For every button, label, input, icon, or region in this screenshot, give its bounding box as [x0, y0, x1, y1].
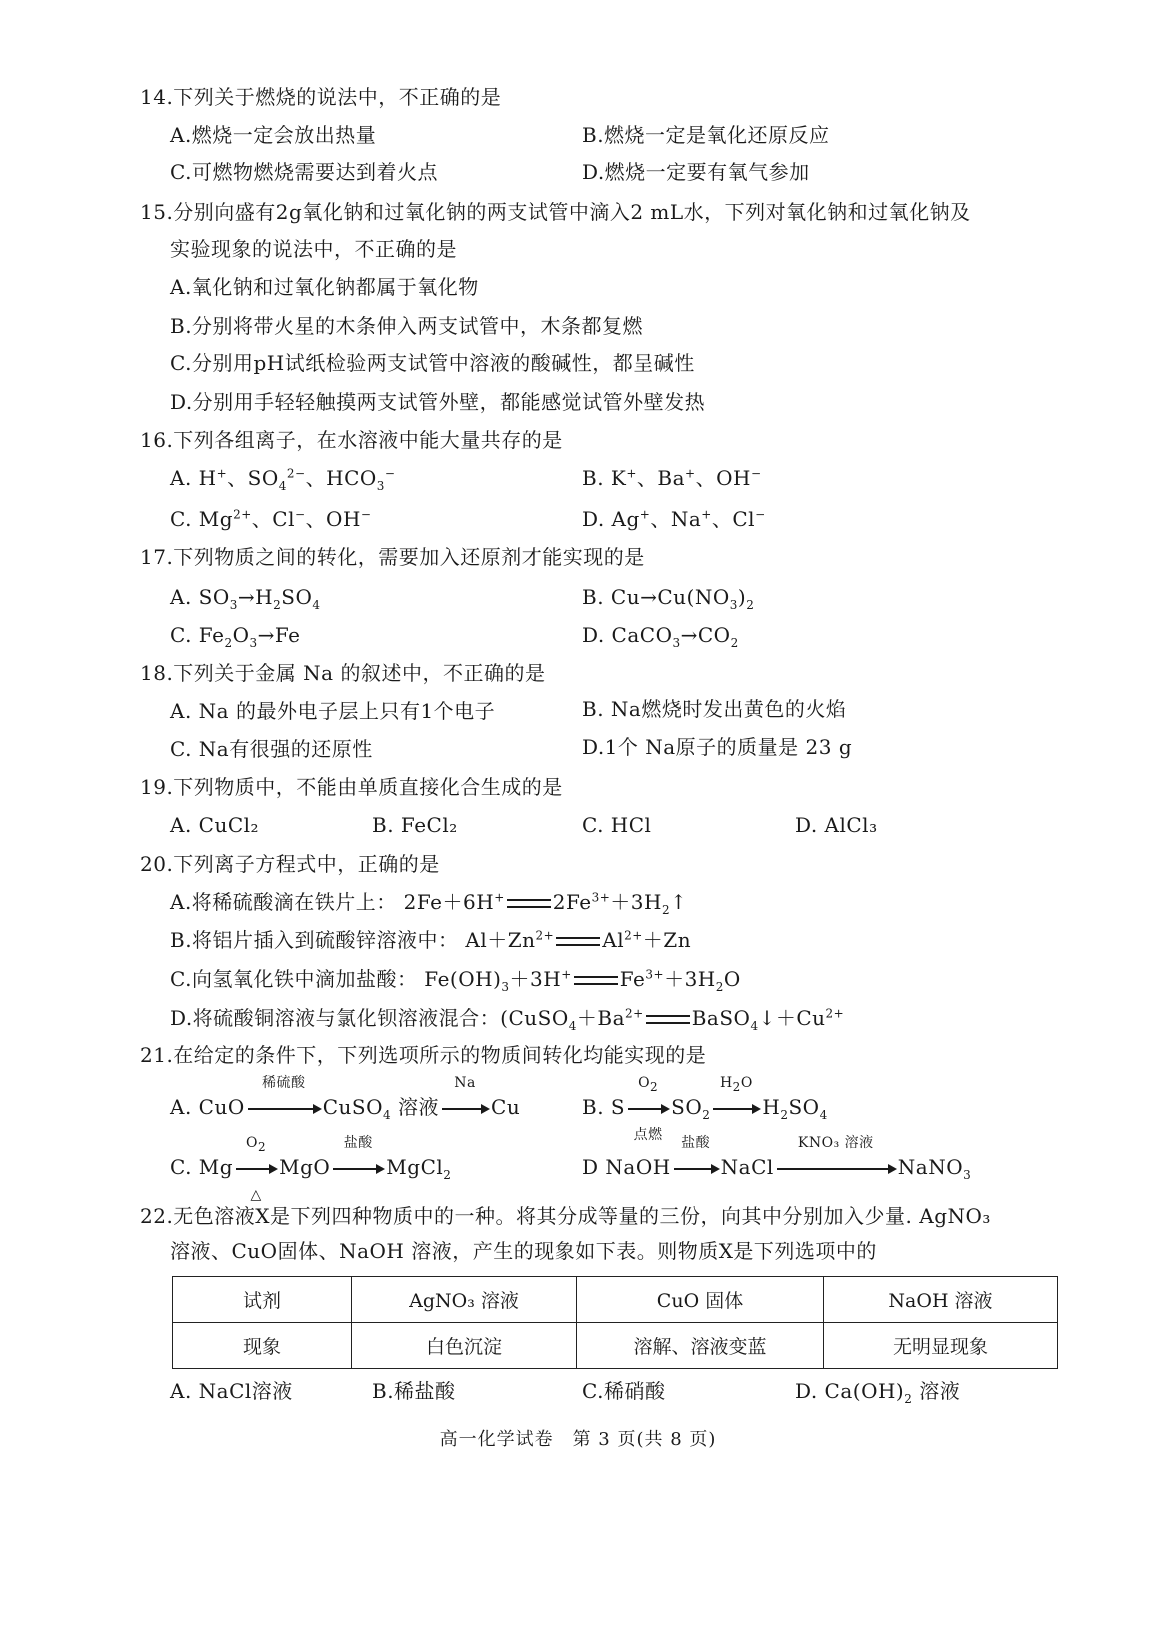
q18-option-d: D.1个 Na原子的质量是 23 g [582, 735, 853, 759]
q19-option-d: D. AlCl₃ [795, 813, 878, 837]
q22-option-b: B.稀盐酸 [372, 1379, 456, 1403]
q20-stem: 20.下列离子方程式中，正确的是 [140, 852, 440, 876]
q16-stem: 16.下列各组离子，在水溶液中能大量共存的是 [140, 428, 563, 452]
q21-option-c: C. Mg $O_2$ △ MgO 盐酸 MgCl$_2$ [170, 1154, 451, 1180]
q20-option-b-text: B.将铝片插入到硫酸锌溶液中： [170, 928, 459, 952]
q21-d-reagent: 盐酸 [681, 1134, 711, 1151]
q16-option-c: C. $Mg^{2+}$、Cl−、OH− [170, 507, 372, 531]
q14-option-c: C.可燃物燃烧需要达到着火点 [170, 160, 438, 184]
q15-option-a: A.氧化钠和过氧化钠都属于氧化物 [170, 275, 479, 299]
q16-option-d: D. Ag+、Na+、Cl− [582, 507, 766, 531]
q18-stem: 18.下列关于金属 Na 的叙述中，不正确的是 [140, 661, 546, 685]
q17-stem: 17.下列物质之间的转化，需要加入还原剂才能实现的是 [140, 545, 645, 569]
q15-option-c: C.分别用pH试纸检验两支试管中溶液的酸碱性，都呈碱性 [170, 351, 695, 375]
q15-stem-line1: 15.分别向盛有2g氧化钠和过氧化钠的两支试管中滴入2 mL水，下列对氧化钠和过氧化钠及 [140, 200, 971, 224]
table-cell: 现象 [173, 1323, 352, 1369]
q21-option-d: D NaOH 盐酸 NaCl KNO₃ 溶液 NaNO$_3$ [582, 1154, 971, 1180]
table-cell: 白色沉淀 [352, 1323, 577, 1369]
q21-c-reagent: 盐酸 [343, 1134, 373, 1151]
q18-option-b: B. Na燃烧时发出黄色的火焰 [582, 697, 847, 721]
q20-option-d: D.将硫酸铜溶液与氯化钡溶液混合：($CuSO_4+Ba^{2+}$ $BaSO_4↓+Cu^{2+}$ [170, 1006, 845, 1033]
table-cell: AgNO₃ 溶液 [352, 1277, 577, 1323]
q20-option-a-text: A.将稀硫酸滴在铁片上： [170, 890, 397, 914]
q20-option-d-text: D.将硫酸铜溶液与氯化钡溶液混合：( [170, 1006, 509, 1030]
q21-d-reagent2: KNO₃ 溶液 [797, 1134, 874, 1151]
q15-stem-line2: 实验现象的说法中，不正确的是 [170, 237, 457, 261]
q14-option-b: B.燃烧一定是氧化还原反应 [582, 123, 830, 147]
q21-option-b: B. S $O_2$ 点燃 $SO_2$ $H_2O$ $H_2SO_4$ [582, 1094, 828, 1120]
table-row [173, 1323, 1058, 1369]
table-cell: 溶解、溶液变蓝 [577, 1323, 824, 1369]
q22-table [172, 1276, 1058, 1369]
table-cell: NaOH 溶液 [824, 1277, 1058, 1323]
table-cell: 无明显现象 [824, 1323, 1058, 1369]
q14-option-d: D.燃烧一定要有氧气参加 [582, 160, 810, 184]
q15-option-b: B.分别将带火星的木条伸入两支试管中，木条都复燃 [170, 314, 644, 338]
q20-option-c: C.向氢氧化铁中滴加盐酸： $Fe(OH)_3+3H^+$ $Fe^{3+}+3H_2O$ [170, 967, 741, 994]
q22-stem-line1: 22.无色溶液X是下列四种物质中的一种。将其分成等量的三份，向其中分别加入少量. AgNO₃ [140, 1204, 991, 1228]
q18-option-c: C. Na有很强的还原性 [170, 737, 373, 761]
q21-option-a: A. CuO 稀硫酸 CuSO$_4$ 溶液 Na Cu [170, 1094, 520, 1120]
table-row [173, 1277, 1058, 1323]
q22-option-d-prefix: D. Ca(OH) [795, 1379, 905, 1403]
q18-option-a: A. Na 的最外电子层上只有1个电子 [170, 699, 496, 723]
q15-option-d: D.分别用手轻轻触摸两支试管外壁，都能感觉试管外壁发热 [170, 390, 706, 414]
q21-b-condition: 点燃 [633, 1126, 663, 1143]
q22-option-c: C.稀硝酸 [582, 1379, 666, 1403]
q19-option-b: B. FeCl₂ [372, 813, 458, 837]
q19-stem: 19.下列物质中，不能由单质直接化合生成的是 [140, 775, 563, 799]
q20-option-a: A.将稀硫酸滴在铁片上： 2Fe＋6H+ $2Fe^{3+}+3H_2↑$ [170, 890, 688, 917]
q17-option-d: D. $CaCO_3\to CO_2$ [582, 623, 739, 650]
table-cell: CuO 固体 [577, 1277, 824, 1323]
q17-option-a: A. $SO_3\to H_2SO_4$ [170, 585, 321, 612]
q22-option-a: A. NaCl溶液 [170, 1379, 293, 1403]
q19-option-c: C. HCl [582, 813, 652, 837]
q19-option-a: A. CuCl₂ [170, 813, 260, 837]
q16-option-b: B. K+、Ba+、OH− [582, 466, 762, 490]
q14-stem: 14.下列关于燃烧的说法中，不正确的是 [140, 85, 502, 109]
table-cell: 试剂 [173, 1277, 352, 1323]
q14-option-a: A.燃烧一定会放出热量 [170, 123, 377, 147]
q22-option-d-suffix: 溶液 [919, 1379, 961, 1403]
q20-option-b: B.将铝片插入到硫酸锌溶液中： $Al+Zn^{2+}$ $Al^{2+}+Zn$ [170, 928, 692, 952]
q20-option-c-text: C.向氢氧化铁中滴加盐酸： [170, 967, 418, 991]
q16-option-a: A. H+、$SO_4^{2-}$、$HCO_3^-$ [170, 466, 396, 493]
q17-option-b: B. $Cu\to Cu(NO_3)_2$ [582, 585, 755, 612]
page-footer: 高一化学试卷 第 3 页(共 8 页) [439, 1429, 717, 1450]
q21-stem: 21.在给定的条件下，下列选项所示的物质间转化均能实现的是 [140, 1043, 707, 1067]
q22-option-d: D. $Ca(OH)_2$ 溶液 [795, 1379, 961, 1406]
q21-a-reagent: 稀硫酸 [262, 1074, 306, 1091]
q21-a-solution: 溶液 [398, 1095, 440, 1119]
q22-stem-line2: 溶液、CuO固体、NaOH 溶液，产生的现象如下表。则物质X是下列选项中的 [170, 1239, 877, 1263]
q17-option-c: C. $Fe_2O_3\to Fe$ [170, 623, 301, 650]
